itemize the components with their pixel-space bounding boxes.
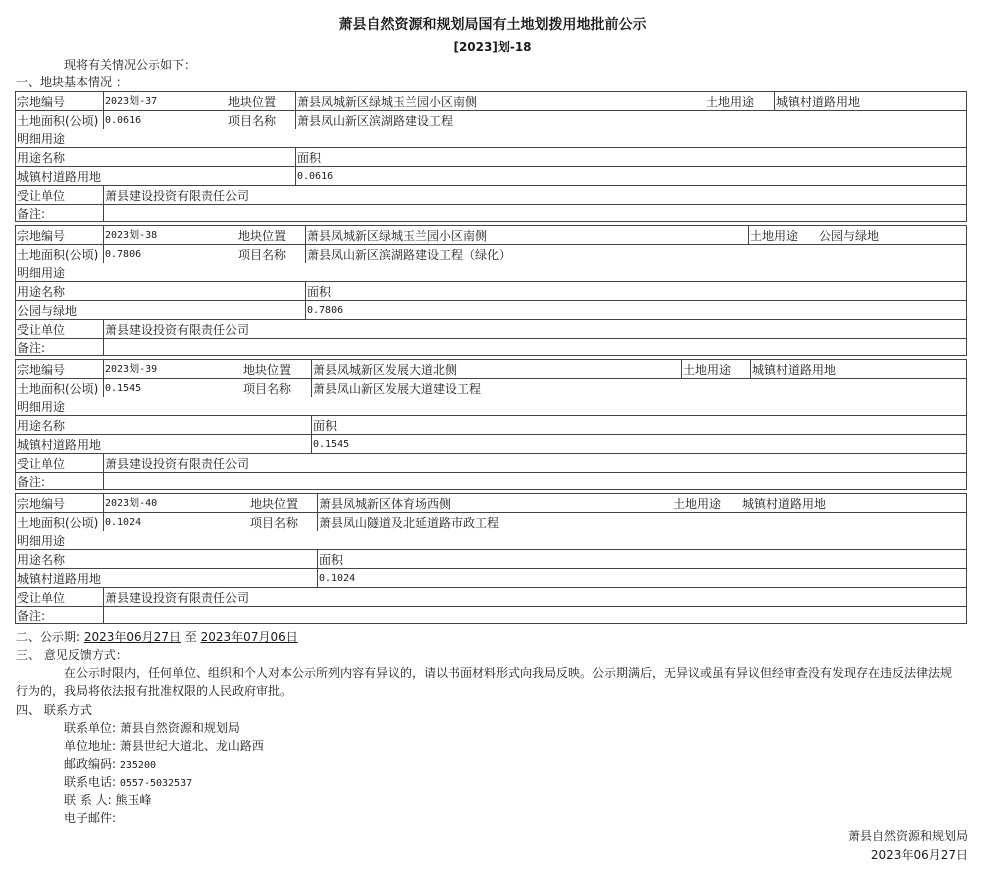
- label-location: 地块位置: [228, 95, 277, 109]
- label-assignee: 受让单位: [17, 323, 66, 337]
- label-land-use: 土地用途: [706, 95, 755, 109]
- label-parcel-no: 宗地编号: [17, 95, 66, 109]
- label-location: 地块位置: [250, 497, 299, 511]
- contact-postcode-label: 邮政编码:: [64, 757, 117, 771]
- label-parcel-no: 宗地编号: [17, 497, 66, 511]
- label-area-col: 面积: [297, 151, 322, 165]
- contact-address-row: [64, 738, 264, 754]
- contact-phone: 0557-5032537: [119, 778, 193, 789]
- contact-person-row: [64, 792, 152, 808]
- table-row: [16, 607, 966, 624]
- label-use-name: 用途名称: [17, 151, 66, 165]
- label-remark: 备注:: [17, 609, 46, 623]
- table-row: [16, 320, 966, 339]
- label-detail-use: 明细用途: [17, 400, 66, 414]
- signature-org: 萧县自然资源和规划局: [847, 829, 968, 843]
- contact-unit: 萧县自然资源和规划局: [119, 721, 240, 735]
- parcel-land-use: 城镇村道路用地: [752, 363, 837, 377]
- parcel-project: 萧县凤山新区滨湖路建设工程（绿化）: [307, 248, 512, 262]
- parcel-location: 萧县凤城新区绿城玉兰园小区南侧: [297, 95, 478, 109]
- table-row: [16, 569, 966, 588]
- parcel-no: 2023划-39: [105, 364, 158, 375]
- signature-date: 2023年06月27日: [870, 848, 968, 862]
- table-row: [16, 416, 966, 435]
- label-project: 项目名称: [243, 382, 292, 396]
- label-project: 项目名称: [238, 248, 287, 262]
- label-assignee: 受让单位: [17, 189, 66, 203]
- label-area: 土地面积(公顷): [17, 516, 99, 530]
- table-row: [16, 588, 966, 607]
- table-row: [16, 148, 966, 167]
- label-remark: 备注:: [17, 475, 46, 489]
- parcel-land-use: 城镇村道路用地: [742, 497, 827, 511]
- label-project: 项目名称: [250, 516, 299, 530]
- table-row: [16, 92, 966, 111]
- label-area-col: 面积: [319, 553, 344, 567]
- parcel-land-use: 公园与绿地: [819, 229, 880, 243]
- parcel-table: [15, 225, 967, 356]
- label-area-col: 面积: [313, 419, 338, 433]
- label-use-name: 用途名称: [17, 419, 66, 433]
- publicity-period: [16, 629, 298, 645]
- label-land-use: 土地用途: [673, 497, 722, 511]
- parcel-area: 0.7806: [105, 249, 142, 260]
- label-assignee: 受让单位: [17, 591, 66, 605]
- assignee: 萧县建设投资有限责任公司: [105, 591, 250, 605]
- label-detail-use: 明细用途: [17, 534, 66, 548]
- detail-use: 公园与绿地: [17, 304, 78, 318]
- assignee: 萧县建设投资有限责任公司: [105, 189, 250, 203]
- parcel-location: 萧县凤城新区发展大道北侧: [313, 363, 458, 377]
- parcel-no: 2023划-37: [105, 96, 158, 107]
- section-heading-contact: 四、 联系方式: [16, 703, 92, 717]
- period-label: 二、公示期:: [16, 630, 81, 644]
- label-area: 土地面积(公顷): [17, 114, 99, 128]
- table-row: [16, 454, 966, 473]
- parcel-table: [15, 493, 967, 624]
- table-row: [16, 360, 966, 379]
- label-parcel-no: 宗地编号: [17, 229, 66, 243]
- detail-area: 0.1545: [313, 439, 350, 450]
- contact-person-label: 联 系 人:: [64, 793, 112, 807]
- label-location: 地块位置: [243, 363, 292, 377]
- label-location: 地块位置: [238, 229, 287, 243]
- table-row: [16, 301, 966, 320]
- label-parcel-no: 宗地编号: [17, 363, 66, 377]
- contact-unit-label: 联系单位:: [64, 721, 117, 735]
- table-row: [16, 226, 966, 245]
- parcel-location: 萧县凤城新区绿城玉兰园小区南侧: [307, 229, 488, 243]
- page-title: 萧县自然资源和规划局国有土地划拨用地批前公示: [338, 17, 647, 33]
- label-use-name: 用途名称: [17, 285, 66, 299]
- label-remark: 备注:: [17, 341, 46, 355]
- label-detail-use: 明细用途: [17, 266, 66, 280]
- detail-area: 0.0616: [297, 171, 334, 182]
- parcel-location: 萧县凤城新区体育场西侧: [319, 497, 452, 511]
- contact-phone-row: [64, 774, 192, 792]
- table-row: [16, 282, 966, 301]
- parcel-table: [15, 359, 967, 490]
- document-number: [2023]划-18: [453, 40, 532, 54]
- table-row: [16, 186, 966, 205]
- parcel-project: 萧县凤山新区发展大道建设工程: [313, 382, 482, 396]
- table-row: [16, 513, 966, 550]
- table-row: [16, 245, 966, 282]
- parcel-project: 萧县凤山隧道及北延道路市政工程: [319, 516, 500, 530]
- detail-use: 城镇村道路用地: [17, 438, 102, 452]
- parcel-area: 0.1024: [105, 517, 142, 528]
- contact-email-row: [64, 810, 116, 826]
- section-heading-basic: 一、地块基本情况 ：: [16, 75, 128, 89]
- detail-use: 城镇村道路用地: [17, 572, 102, 586]
- intro-text: 现将有关情况公示如下：: [64, 58, 197, 72]
- period-end-date: 2023年07月06日: [200, 630, 298, 644]
- detail-use: 城镇村道路用地: [17, 170, 102, 184]
- parcel-land-use: 城镇村道路用地: [776, 95, 861, 109]
- table-row: [16, 550, 966, 569]
- label-land-use: 土地用途: [750, 229, 799, 243]
- table-row: [16, 494, 966, 513]
- table-row: [16, 111, 966, 148]
- contact-postcode: 235200: [119, 760, 156, 771]
- table-row: [16, 205, 966, 222]
- label-detail-use: 明细用途: [17, 132, 66, 146]
- table-row: [16, 167, 966, 186]
- table-row: [16, 435, 966, 454]
- assignee: 萧县建设投资有限责任公司: [105, 323, 250, 337]
- parcel-area: 0.1545: [105, 383, 142, 394]
- contact-phone-label: 联系电话:: [64, 775, 117, 789]
- parcel-no: 2023划-40: [105, 498, 158, 509]
- parcel-area: 0.0616: [105, 115, 142, 126]
- contact-address: 萧县世纪大道北、龙山路西: [119, 739, 264, 753]
- assignee: 萧县建设投资有限责任公司: [105, 457, 250, 471]
- label-area: 土地面积(公顷): [17, 248, 99, 262]
- section-heading-feedback: 三、 意见反馈方式：: [16, 648, 128, 662]
- label-remark: 备注:: [17, 207, 46, 221]
- feedback-text: 在公示时限内，任何单位、组织和个人对本公示所列内容有异议的，请以书面材料形式向我局反映。公示期满后，无异议或虽有异议但经审查没有发现存在违反法律法规行为的，我局将依法报有批准权限的人民政府审批。: [16, 666, 953, 698]
- label-area-col: 面积: [307, 285, 332, 299]
- label-project: 项目名称: [228, 114, 277, 128]
- parcel-project: 萧县凤山新区滨湖路建设工程: [297, 114, 454, 128]
- label-use-name: 用途名称: [17, 553, 66, 567]
- label-area: 土地面积(公顷): [17, 382, 99, 396]
- parcel-no: 2023划-38: [105, 230, 158, 241]
- contact-postcode-row: [64, 756, 156, 774]
- contact-unit-row: [64, 720, 240, 736]
- period-start-date: 2023年06月27日: [83, 630, 181, 644]
- table-row: [16, 473, 966, 490]
- parcel-table: [15, 91, 967, 222]
- period-to: 至: [184, 630, 197, 644]
- detail-area: 0.1024: [319, 573, 356, 584]
- table-row: [16, 339, 966, 356]
- table-row: [16, 379, 966, 416]
- contact-email-label: 电子邮件:: [64, 811, 117, 825]
- contact-address-label: 单位地址:: [64, 739, 117, 753]
- label-assignee: 受让单位: [17, 457, 66, 471]
- detail-area: 0.7806: [307, 305, 344, 316]
- label-land-use: 土地用途: [683, 363, 732, 377]
- contact-person: 熊玉峰: [115, 793, 152, 807]
